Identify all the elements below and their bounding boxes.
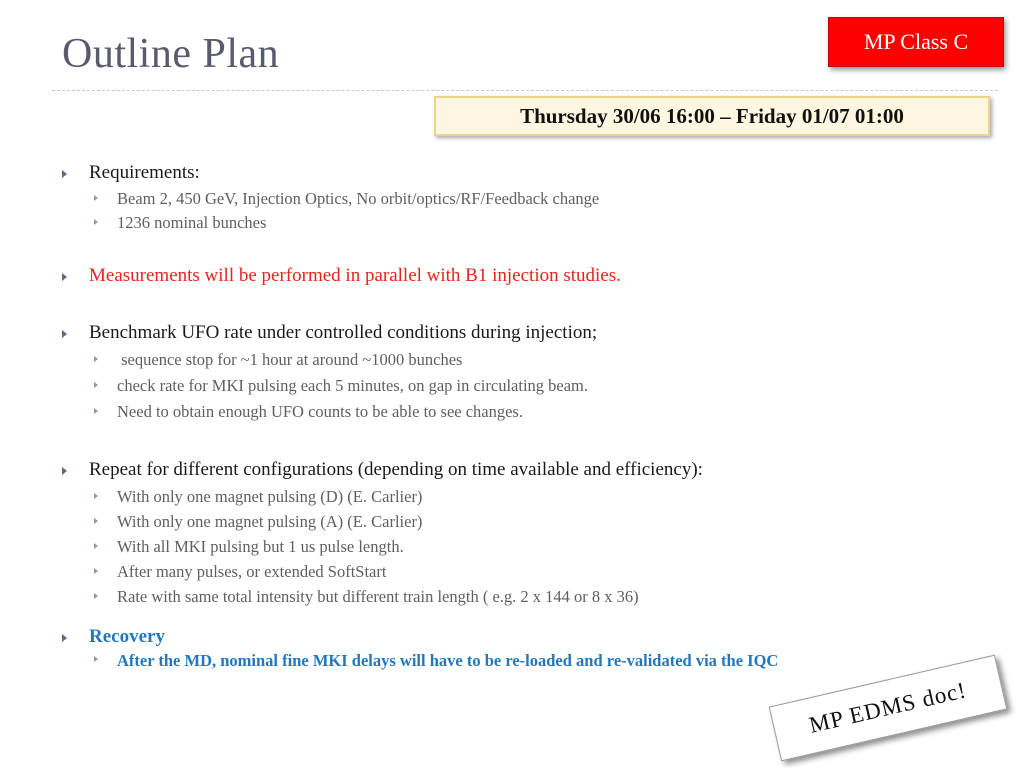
title-divider <box>52 90 998 91</box>
sub-bullet-text: check rate for MKI pulsing each 5 minutes, on gap in circulating beam. <box>117 376 589 395</box>
bullet-arrow-icon <box>94 518 98 524</box>
class-badge: MP Class C <box>828 17 1004 67</box>
sub-bullet <box>94 537 404 557</box>
bullet-requirements <box>62 162 200 184</box>
bullet-arrow-icon <box>94 408 98 414</box>
bullet-text: Requirements: <box>89 162 200 183</box>
bullet-arrow-icon <box>62 170 67 178</box>
bullet-text: Recovery <box>89 626 165 647</box>
bullet-arrow-icon <box>94 356 98 362</box>
sub-bullet <box>94 350 462 370</box>
sub-bullet <box>94 587 639 607</box>
sub-bullet-text: Rate with same total intensity but different train length ( e.g. 2 x 144 or 8 x 36) <box>117 587 639 606</box>
sub-bullet-text: sequence stop for ~1 hour at around ~1000 bunches <box>117 350 463 369</box>
bullet-arrow-icon <box>62 273 67 281</box>
sub-bullet <box>94 650 934 671</box>
bullet-arrow-icon <box>94 493 98 499</box>
sub-bullet-text: With only one magnet pulsing (D) (E. Carlier) <box>117 487 423 506</box>
bullet-text: Benchmark UFO rate under controlled conditions during injection; <box>89 322 598 343</box>
bullet-arrow-icon <box>94 195 98 201</box>
bullet-text: Measurements will be performed in parallel with B1 injection studies. <box>89 265 621 286</box>
edms-sticker: MP EDMS doc! <box>769 655 1008 762</box>
sub-bullet <box>94 189 599 209</box>
bullet-arrow-icon <box>94 543 98 549</box>
bullet-recovery <box>62 626 165 648</box>
sub-bullet <box>94 213 266 233</box>
date-range-box: Thursday 30/06 16:00 – Friday 01/07 01:00 <box>434 96 990 136</box>
sub-bullet-text: With all MKI pulsing but 1 us pulse length. <box>117 537 404 556</box>
bullet-arrow-icon <box>62 330 67 338</box>
bullet-arrow-icon <box>62 634 67 642</box>
bullet-arrow-icon <box>94 382 98 388</box>
bullet-arrow-icon <box>94 656 98 662</box>
sub-bullet <box>94 376 588 396</box>
bullet-arrow-icon <box>62 467 67 475</box>
bullet-arrow-icon <box>94 219 98 225</box>
sub-bullet-text: Beam 2, 450 GeV, Injection Optics, No orbit/optics/RF/Feedback change <box>117 189 600 208</box>
sub-bullet <box>94 562 386 582</box>
bullet-arrow-icon <box>94 568 98 574</box>
sub-bullet-text: 1236 nominal bunches <box>117 213 267 232</box>
page-title: Outline Plan <box>62 31 280 77</box>
bullet-measurements <box>62 265 621 287</box>
sub-bullet <box>94 512 422 532</box>
sub-bullet-text: Need to obtain enough UFO counts to be able to see changes. <box>117 402 523 421</box>
sub-bullet <box>94 487 422 507</box>
bullet-benchmark <box>62 322 597 344</box>
sub-bullet-text: After many pulses, or extended SoftStart <box>117 562 387 581</box>
sub-bullet-text: After the MD, nominal fine MKI delays will have to be re-loaded and re-validated via the IQC <box>117 651 779 670</box>
sub-bullet <box>94 402 523 422</box>
bullet-repeat <box>62 459 703 481</box>
bullet-arrow-icon <box>94 593 98 599</box>
sub-bullet-text: With only one magnet pulsing (A) (E. Carlier) <box>117 512 423 531</box>
bullet-text: Repeat for different configurations (depending on time available and efficiency): <box>89 459 703 480</box>
